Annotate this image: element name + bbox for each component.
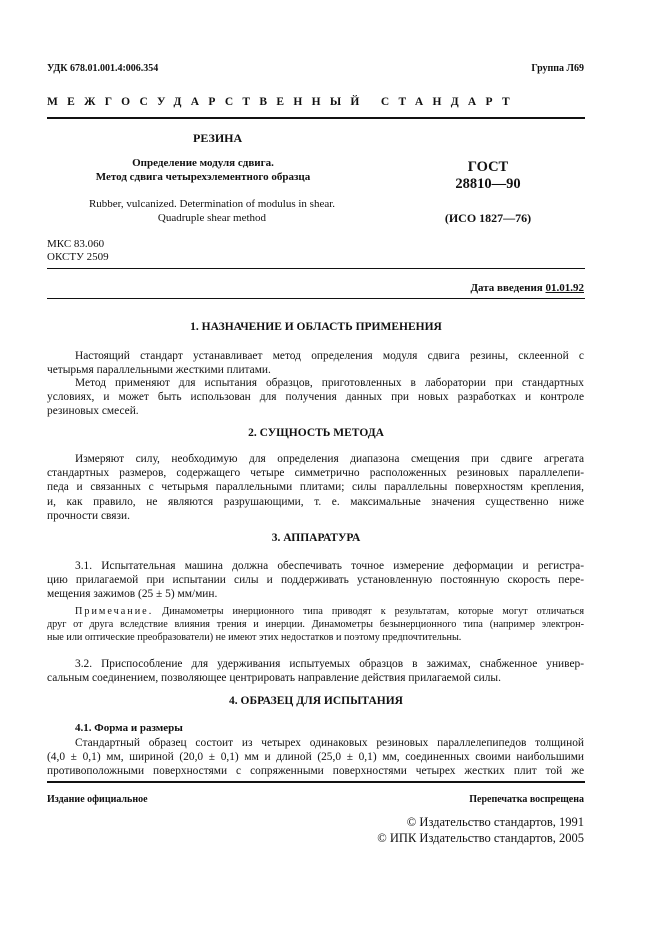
english-title-line-1: Rubber, vulcanized. Determination of modulus in shear. <box>88 198 336 210</box>
section-2-paragraph-1: Измеряют силу, необходимую для определения диапазона смещения при сдвиге агрегата стандартных размеров, содержащего четыре симметрично расположенных резиновых параллелепи- педа и связанных с четырьмя параллельными плитами; силы параллельны поверхностям крепления, и, как правило, не являются разрушающими, т. е. максимальные значения существенно ниже прочности связи. <box>47 453 584 522</box>
effective-date-value: 01.01.92 <box>545 282 584 294</box>
gost-label: ГОСТ <box>467 159 509 175</box>
effective-date <box>470 282 584 294</box>
section-1-paragraph-2: Метод применяют для испытания образцов, приготовленных в лаборатории при стандартных условиях, и может быть использован для получения данных при новых разработках и контроле резиновых смесей. <box>47 377 584 418</box>
gost-number: 28810—90 <box>455 176 521 192</box>
section-3-heading: 3. АППАРАТУРА <box>271 532 361 544</box>
header-rule <box>47 117 585 119</box>
section-1-paragraph-1: Настоящий стандарт устанавливает метод определения модуля сдвига резины, склеенной с четырьмя параллельными жесткими плитами. <box>47 350 584 377</box>
footer-rule <box>47 781 585 783</box>
english-title-line-2: Quadruple shear method <box>157 212 267 224</box>
section-1-heading: 1. НАЗНАЧЕНИЕ И ОБЛАСТЬ ПРИМЕНЕНИЯ <box>190 321 442 333</box>
date-rule <box>47 298 585 299</box>
mks-code: МКС 83.060 <box>47 238 105 250</box>
effective-date-label: Дата введения <box>470 282 543 294</box>
section-4-heading: 4. ОБРАЗЕЦ ДЛЯ ИСПЫТАНИЯ <box>229 695 403 707</box>
iso-reference: (ИСО 1827—76) <box>444 211 532 225</box>
title-rule <box>47 268 585 269</box>
section-3-note: Примечание. Динамометры инерционного типа приводят к результатам, которые могут отличаться друг от друга вследствие влияния трения и инерции. Динамометры безынерционного типа (например электрон- ные или оптические преобразователи) не имеют этих недостатков и поэтому предпочтительны. <box>47 606 585 643</box>
section-4-subheading: 4.1. Форма и размеры <box>75 722 183 734</box>
standard-type: МЕЖГОСУДАРСТВЕННЫЙ СТАНДАРТ <box>47 96 519 108</box>
section-3-paragraph-1: 3.1. Испытательная машина должна обеспечивать точное измерение деформации и регистра- цию прилагаемой при испытании силы и поддерживать установленную постоянную скорость пере- мещения зажимов (25 ± 5) мм/мин. <box>47 560 584 601</box>
reprint-notice: Перепечатка воспрещена <box>469 794 584 805</box>
udk-code: УДК 678.01.001.4:006.354 <box>47 63 159 74</box>
doc-title: РЕЗИНА <box>193 131 243 145</box>
subtitle-line-2: Метод сдвига четырехэлементного образца <box>95 171 311 183</box>
section-4-paragraph-1: Стандартный образец состоит из четырех одинаковых резиновых параллелепипедов толщиной (4,0 ± 0,1) мм, шириной (20,0 ± 0,1) мм и длиной (25,0 ± 0,1) мм, соединенных своими наибольшими противоположными поверхностями с сопряженными поверхностями четырех жестких плит той же <box>47 737 584 778</box>
okstu-code: ОКСТУ 2509 <box>47 251 109 263</box>
section-3-paragraph-2: 3.2. Приспособление для удерживания испытуемых образцов в зажимах, снабженное универ- сальным соединением, позволяющее центрировать направление действия прилагаемой силы. <box>47 658 584 685</box>
subtitle-line-1: Определение модуля сдвига. <box>132 157 274 169</box>
copyright-line-1: © Издательство стандартов, 1991 <box>406 815 584 829</box>
note-label: Примечание. <box>75 606 154 617</box>
section-2-heading: 2. СУЩНОСТЬ МЕТОДА <box>248 427 384 439</box>
copyright-line-2: © ИПК Издательство стандартов, 2005 <box>377 831 584 845</box>
group-code: Группа Л69 <box>531 63 584 74</box>
official-edition: Издание официальное <box>47 794 148 805</box>
